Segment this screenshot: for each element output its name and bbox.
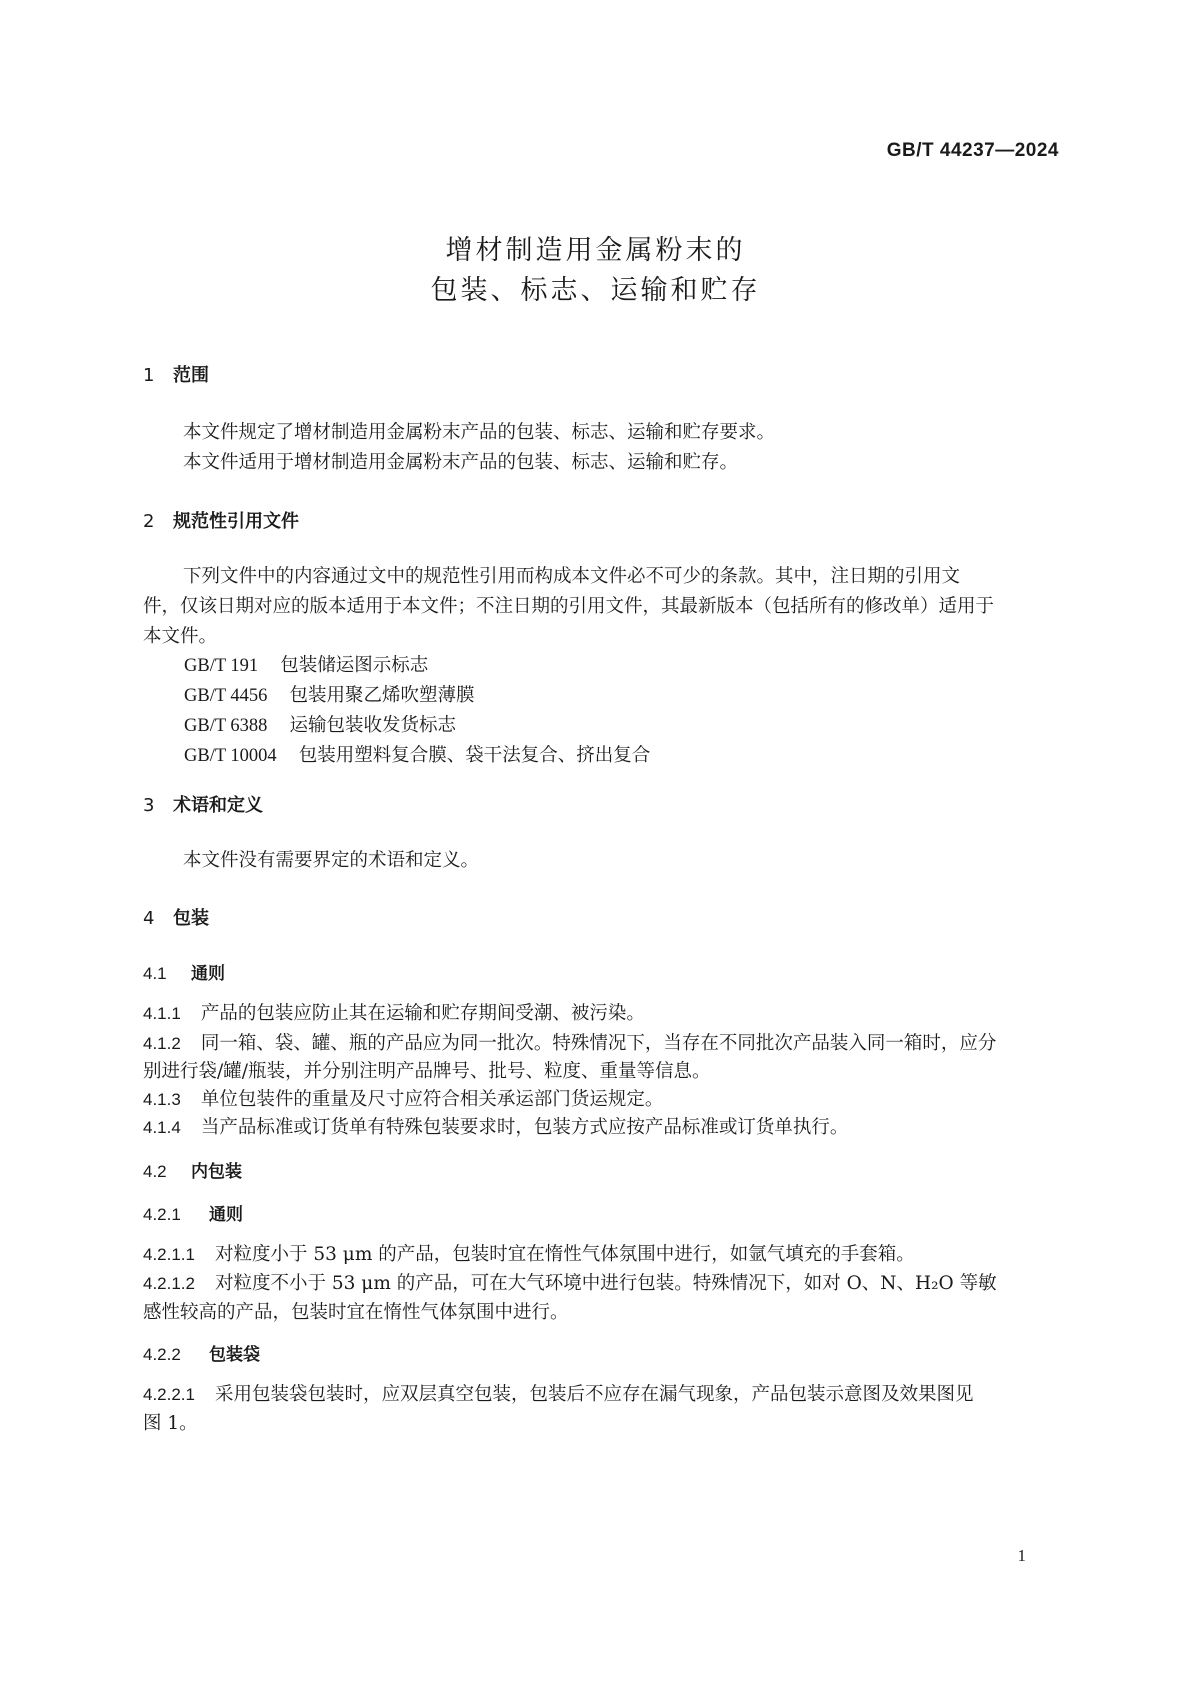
clause-text: 对粒度不小于 53 μm 的产品，可在大气环境中进行包装。特殊情况下，如对 O、N、H₂O 等敏: [215, 1273, 997, 1294]
terms-paragraph: 本文件没有需要界定的术语和定义。: [183, 850, 480, 871]
reference-item: [184, 681, 474, 707]
subsection-number: 4.1: [143, 964, 167, 983]
section-number: 1: [143, 365, 155, 386]
reference-title: 运输包装收发货标志: [289, 715, 456, 736]
reference-code: GB/T 4456: [184, 686, 268, 706]
clause-text: 采用包装袋包装时，应双层真空包装，包装后不应存在漏气现象，产品包装示意图及效果图见: [215, 1384, 974, 1405]
standard-number: GB/T 44237—2024: [886, 140, 1059, 161]
document-title-line2: 包装、标志、运输和贮存: [430, 275, 761, 306]
references-intro-line2: 件，仅该日期对应的版本适用于本文件；不注日期的引用文件，其最新版本（包括所有的修改单）适用于: [143, 596, 995, 617]
section-number: 3: [143, 795, 155, 816]
page-number: 1: [1017, 1546, 1026, 1565]
clause-text: 当产品标准或订货单有特殊包装要求时，包装方式应按产品标准或订货单执行。: [200, 1117, 849, 1138]
section-heading-normative-references: [143, 507, 299, 533]
section-title: 范围: [173, 365, 209, 386]
clause-number: 4.1.3: [143, 1090, 181, 1109]
subsection-heading-4-2-2: [143, 1340, 260, 1365]
reference-code: GB/T 6388: [184, 716, 268, 736]
section-title: 规范性引用文件: [173, 511, 299, 532]
reference-item: [184, 741, 650, 767]
subsection-heading-4-2-1: [143, 1200, 243, 1225]
clause-4-1-2: [143, 1028, 1058, 1059]
clause-4-1-4: [143, 1112, 1058, 1143]
clause-4-2-2-1: [143, 1379, 1058, 1410]
subsection-number: 4.2.2: [143, 1345, 181, 1364]
reference-code: GB/T 191: [184, 656, 259, 676]
section-title: 术语和定义: [173, 795, 263, 816]
section-number: 4: [143, 908, 155, 929]
document-title-line1: 增材制造用金属粉末的: [445, 235, 746, 266]
scope-paragraph-1: 本文件规定了增材制造用金属粉末产品的包装、标志、运输和贮存要求。: [183, 422, 776, 443]
clause-text: 产品的包装应防止其在运输和贮存期间受潮、被污染。: [200, 1003, 645, 1024]
reference-item: [184, 711, 456, 737]
clause-text: 单位包装件的重量及尺寸应符合相关承运部门货运规定。: [200, 1089, 664, 1110]
reference-title: 包装用聚乙烯吹塑薄膜: [289, 685, 475, 706]
clause-text: 同一箱、袋、罐、瓶的产品应为同一批次。特殊情况下，当存在不同批次产品装入同一箱时，应分: [200, 1033, 997, 1054]
subsection-heading-4-1: [143, 959, 225, 984]
clause-4-2-1-2: [143, 1268, 1058, 1299]
subsection-number: 4.2: [143, 1162, 167, 1181]
subsection-number: 4.2.1: [143, 1205, 181, 1224]
reference-title: 包装用塑料复合膜、袋干法复合、挤出复合: [298, 745, 651, 766]
clause-4-2-1-2-continued: 感性较高的产品，包装时宜在惰性气体氛围中进行。: [143, 1302, 569, 1323]
section-heading-terms: [143, 791, 263, 817]
clause-number: 4.2.1.2: [143, 1274, 195, 1293]
subsection-title: 通则: [191, 964, 225, 984]
clause-number: 4.1.2: [143, 1034, 181, 1053]
clause-4-1-2-continued: 别进行袋/罐/瓶装，并分别注明产品牌号、批号、粒度、重量等信息。: [143, 1061, 711, 1082]
section-heading-scope: [143, 361, 209, 387]
clause-4-2-1-1: [143, 1239, 1058, 1270]
references-intro-line1: 下列文件中的内容通过文中的规范性引用而构成本文件必不可少的条款。其中，注日期的引用文: [183, 566, 961, 587]
section-number: 2: [143, 511, 155, 532]
clause-4-1-3: [143, 1084, 1058, 1115]
clause-number: 4.1.4: [143, 1118, 181, 1137]
references-intro-line3: 本文件。: [143, 626, 218, 647]
subsection-title: 包装袋: [209, 1345, 260, 1365]
section-title: 包装: [173, 908, 209, 929]
clause-text: 对粒度小于 53 μm 的产品，包装时宜在惰性气体氛围中进行，如氩气填充的手套箱。: [215, 1244, 915, 1265]
reference-title: 包装储运图示标志: [280, 655, 429, 676]
clause-number: 4.2.2.1: [143, 1385, 195, 1404]
subsection-heading-4-2: [143, 1157, 242, 1182]
clause-4-2-2-1-continued: 图 1。: [143, 1413, 198, 1434]
clause-number: 4.1.1: [143, 1004, 181, 1023]
subsection-title: 通则: [209, 1205, 243, 1225]
clause-4-1-1: [143, 998, 1058, 1029]
section-heading-packaging: [143, 904, 209, 930]
subsection-title: 内包装: [191, 1162, 242, 1182]
reference-code: GB/T 10004: [184, 746, 277, 766]
scope-paragraph-2: 本文件适用于增材制造用金属粉末产品的包装、标志、运输和贮存。: [183, 452, 739, 473]
clause-number: 4.2.1.1: [143, 1245, 195, 1264]
reference-item: [184, 651, 428, 677]
